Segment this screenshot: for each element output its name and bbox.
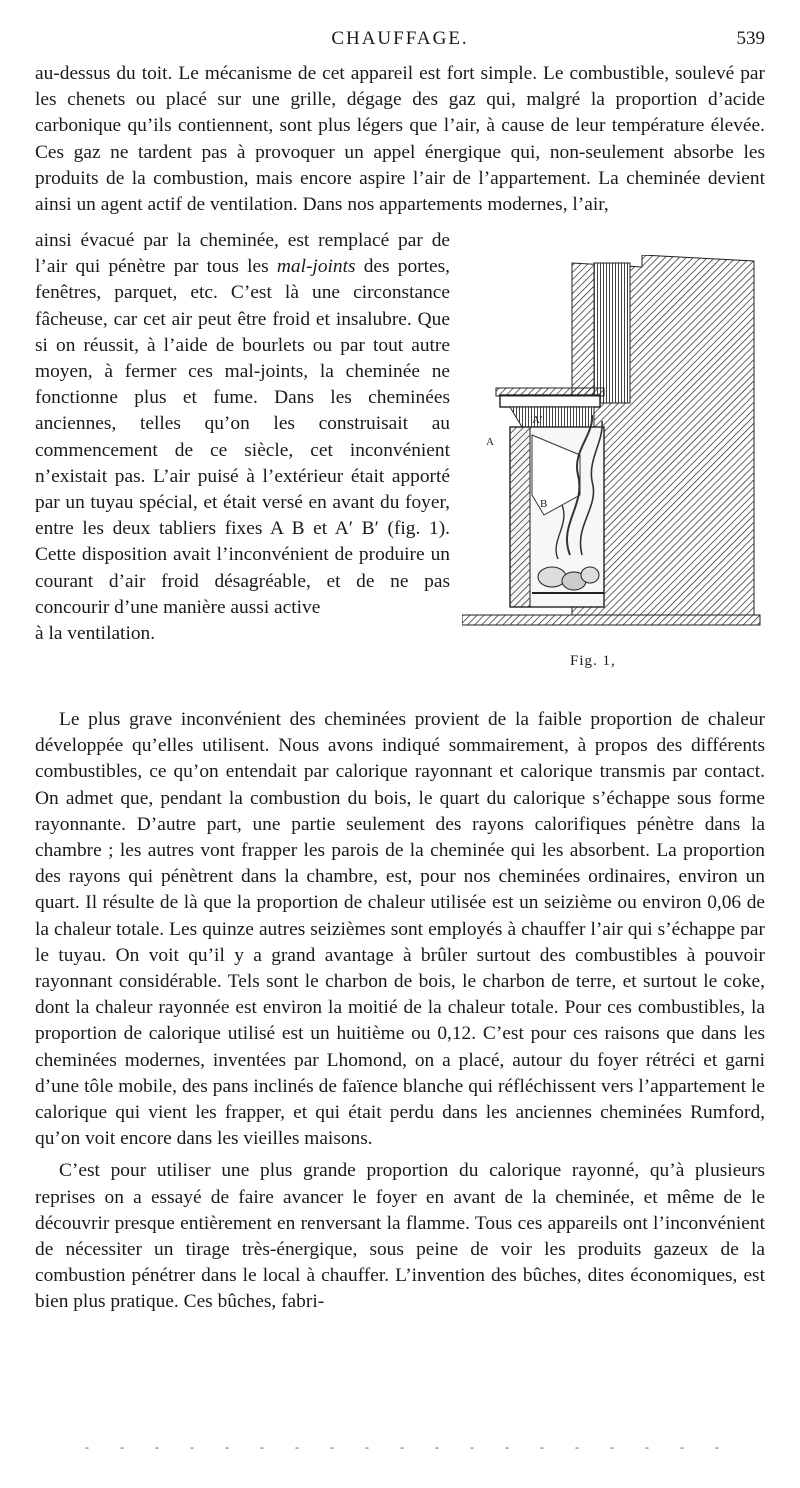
- page-header: [35, 28, 765, 58]
- wrap-text-before: ainsi évacué par la cheminée, est remplacé par de l’air qui pénètre par tous les: [35, 230, 450, 278]
- footer-dots: - - - - - - - - - - - - - - - - - - -: [85, 1440, 733, 1454]
- wrapped-paragraph: [35, 228, 450, 621]
- fireplace-cross-section-illustration: [462, 255, 762, 655]
- mal-joints-emphasis: mal-joints: [276, 256, 356, 278]
- label-a-prime: A′: [532, 414, 543, 426]
- after-figure-line: à la ventilation.: [35, 623, 156, 645]
- wrapped-text-block: [35, 228, 450, 647]
- top-text: au-dessus du toit. Le mécanisme de cet appareil est fort simple. Le combustible, soulevé par les chenets ou placé sur une grille, dégage des gaz qui, malgré la proportion d’acide carbonique qu’ils contiennent, sont plus légers que l’air, à cause de leur température élevée. Ces gaz ne tardent pas à provoquer un appel énergique qui, non-seulement absorbe les produits de la combustion, mais encore aspire l’air de l’appartement. La cheminée devient ainsi un agent actif de ventilation. Dans nos appartements modernes, l’air,: [35, 63, 765, 216]
- paragraph-3: C’est pour utiliser une plus grande proportion du calorique rayonné, qu’à plusieurs reprises on a essayé de faire avancer le foyer en avant de la cheminée, et même de le découvrir presque entièrement en renversant la flamme. Tous ces appareils ont l’inconvénient de nécessiter un tirage très-énergique, sous peine de voir les produits gazeux de la combustion pénétrer dans le local à chauffer. L’invention des bûches, dites économiques, est bien plus pratique. Ces bûches, fabri-: [35, 1160, 765, 1313]
- label-a: A: [486, 436, 494, 448]
- paragraph-2: Le plus grave inconvénient des cheminées provient de la faible proportion de chaleur développée qu’elles utilisent. Nous avons indiqué sommairement, à propos des différents combustibles, ce qu’on entendait par calorique rayonnant et calorique transmis par contact. On admet que, pendant la combustion du bois, le quart du calorique s’échappe sous forme rayonnante. D’autre part, une partie seulement des rayons calorifiques pénètre dans la chambre ; les autres vont frapper les parois de la cheminée qui les absorbent. La proportion des rayons qui pénètrent dans la chambre, est, pour nos cheminées ordinaires, environ un quart. Il résulte de là que la proportion de chaleur utilisée est un seizième ou environ 0,06 de la chaleur totale. Les quinze autres seizièmes sont employés à chauffer l’air qui s’échappe par le tuyau. On voit qu’il y a grand avantage à brûler surtout des combustibles à pouvoir rayonnant considérable. Tels sont le charbon de bois, le charbon de terre, et surtout le coke, dont la chaleur rayonnée est environ la moitié de la chaleur totale. Pour ces combustibles, la proportion de calorique utilisé est un huitième ou 0,12. C’est pour ces raisons que dans les cheminées modernes, inventées par Lhomond, on a placé, autour du foyer rétréci et garni d’une tôle mobile, des pans inclinés de faïence blanche qui réfléchissent vers l’appartement le calorique qui vient les frapper, et qui était perdu dans les anciennes cheminées Rumford, qu’on voit encore dans les vieilles maisons.: [35, 709, 765, 1150]
- lower-paragraphs-block: [35, 707, 765, 1316]
- wrap-text-after: des portes, fenêtres, parquet, etc. C’est là une circonstance fâcheuse, car cet air peut être froid et insalubre. Que si on réussit, à l’aide de bourlets ou par tout autre moyen, à fermer ces mal-joints, la cheminée ne fonctionne plus et fume. Dans les cheminées anciennes, telles qu’on les construisait au commencement de ce siècle, cet inconvénient n’existait pas. L’air puisé à l’extérieur était apporté par un tuyau spécial, et était versé en avant du foyer, entre les deux tabliers fixes A B et A′ B′ (fig. 1). Cette disposition avait l’inconvénient de produire un courant d’air froid désagréable, et de ne pas concourir d’une manière aussi active: [35, 256, 451, 618]
- running-title: CHAUFFAGE.: [331, 28, 469, 49]
- page-number: 539: [736, 28, 765, 49]
- figure-caption: Fig. 1,: [570, 653, 616, 669]
- label-b: B: [540, 498, 548, 510]
- fireplace-figure: [462, 255, 762, 695]
- top-paragraph-block: [35, 61, 765, 218]
